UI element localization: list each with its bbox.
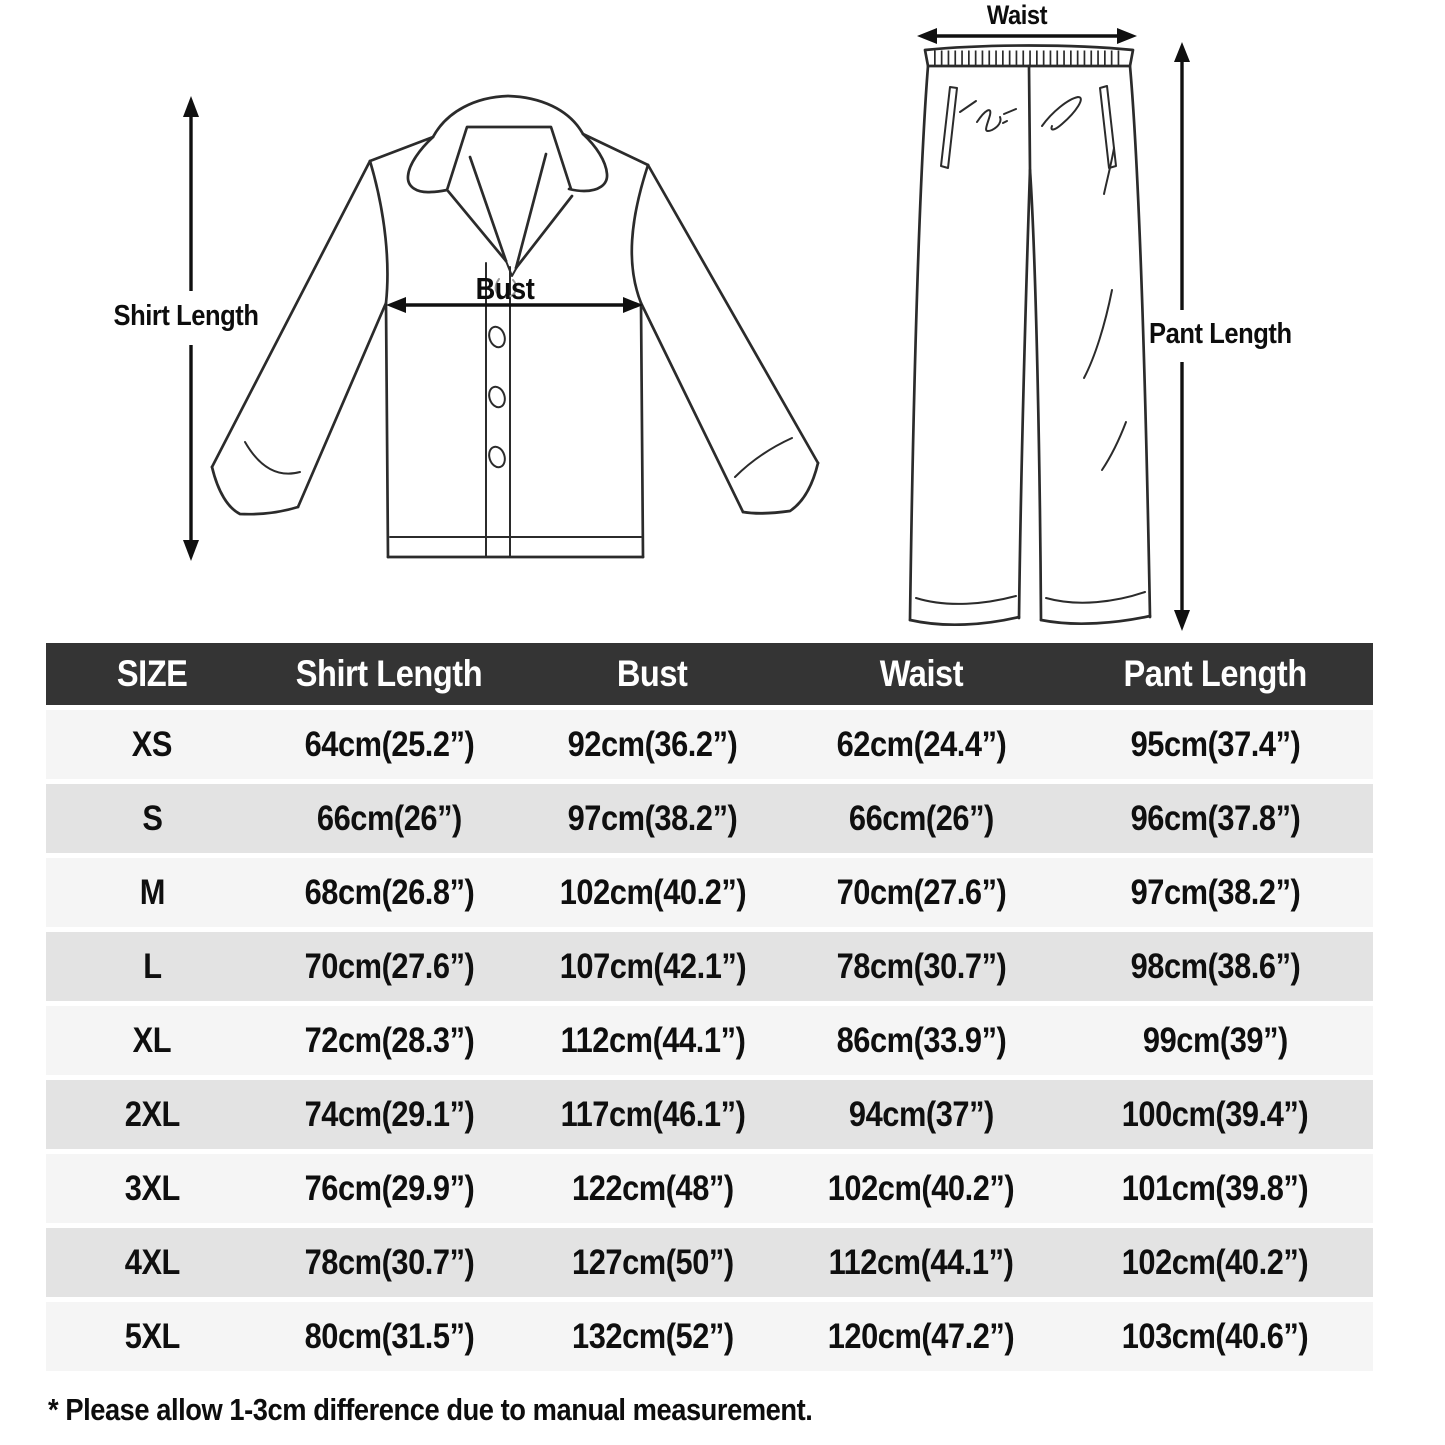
shirt-drawing: [212, 96, 818, 557]
measurement-cell: 80cm(31.5”): [258, 1300, 520, 1374]
measurement-cell: 98cm(38.6”): [1057, 930, 1373, 1004]
column-header-size: SIZE: [46, 643, 258, 708]
measurement-cell: 95cm(37.4”): [1057, 708, 1373, 782]
table-row: [46, 708, 1373, 782]
column-header-shirt-length: Shirt Length: [258, 643, 520, 708]
measurement-cell: 68cm(26.8”): [258, 856, 520, 930]
measurement-cell: 102cm(40.2”): [785, 1152, 1057, 1226]
size-cell: 2XL: [46, 1078, 258, 1152]
measurement-cell: 112cm(44.1”): [520, 1004, 785, 1078]
size-cell: M: [46, 856, 258, 930]
size-cell: 4XL: [46, 1226, 258, 1300]
measurement-cell: 66cm(26”): [785, 782, 1057, 856]
measurement-cell: 62cm(24.4”): [785, 708, 1057, 782]
measurement-cell: 97cm(38.2”): [1057, 856, 1373, 930]
measurement-cell: 70cm(27.6”): [258, 930, 520, 1004]
measurement-note: * Please allow 1-3cm difference due to manual measurement.: [48, 1392, 813, 1427]
column-header-bust: Bust: [520, 643, 785, 708]
column-header-waist: Waist: [785, 643, 1057, 708]
table-row: [46, 1226, 1373, 1300]
size-cell: L: [46, 930, 258, 1004]
measurement-cell: 97cm(38.2”): [520, 782, 785, 856]
measurement-cell: 107cm(42.1”): [520, 930, 785, 1004]
size-cell: XL: [46, 1004, 258, 1078]
measurement-cell: 101cm(39.8”): [1057, 1152, 1373, 1226]
measurement-cell: 72cm(28.3”): [258, 1004, 520, 1078]
size-cell: S: [46, 782, 258, 856]
measurement-cell: 66cm(26”): [258, 782, 520, 856]
size-cell: 5XL: [46, 1300, 258, 1374]
measurement-cell: 99cm(39”): [1057, 1004, 1373, 1078]
table-row: [46, 1152, 1373, 1226]
measurement-cell: 76cm(29.9”): [258, 1152, 520, 1226]
measurement-cell: 100cm(39.4”): [1057, 1078, 1373, 1152]
measurement-cell: 96cm(37.8”): [1057, 782, 1373, 856]
measurement-cell: 78cm(30.7”): [785, 930, 1057, 1004]
table-row: [46, 1300, 1373, 1374]
size-table: [46, 643, 1373, 1376]
measurement-cell: 103cm(40.6”): [1057, 1300, 1373, 1374]
table-header-row: [46, 643, 1373, 708]
table-row: [46, 1004, 1373, 1078]
measurement-cell: 122cm(48”): [520, 1152, 785, 1226]
measurement-cell: 70cm(27.6”): [785, 856, 1057, 930]
measurement-cell: 127cm(50”): [520, 1226, 785, 1300]
measurement-cell: 78cm(30.7”): [258, 1226, 520, 1300]
measurement-cell: 117cm(46.1”): [520, 1078, 785, 1152]
measurement-cell: 94cm(37”): [785, 1078, 1057, 1152]
table-row: [46, 782, 1373, 856]
measurement-cell: 132cm(52”): [520, 1300, 785, 1374]
pants-drawing: [910, 46, 1150, 625]
table-row: [46, 930, 1373, 1004]
size-cell: XS: [46, 708, 258, 782]
column-header-pant-length: Pant Length: [1057, 643, 1373, 708]
waist-label: Waist: [986, 0, 1048, 30]
measurement-cell: 86cm(33.9”): [785, 1004, 1057, 1078]
measurement-cell: 102cm(40.2”): [1057, 1226, 1373, 1300]
bust-label: Bust: [475, 271, 535, 306]
measurement-cell: 102cm(40.2”): [520, 856, 785, 930]
measurement-cell: 74cm(29.1”): [258, 1078, 520, 1152]
table-row: [46, 1078, 1373, 1152]
shirt-length-label: Shirt Length: [113, 300, 259, 332]
measurement-cell: 92cm(36.2”): [520, 708, 785, 782]
measurement-cell: 112cm(44.1”): [785, 1226, 1057, 1300]
measurement-cell: 120cm(47.2”): [785, 1300, 1057, 1374]
size-cell: 3XL: [46, 1152, 258, 1226]
pant-length-label: Pant Length: [1149, 318, 1292, 350]
table-row: [46, 856, 1373, 930]
measurement-cell: 64cm(25.2”): [258, 708, 520, 782]
